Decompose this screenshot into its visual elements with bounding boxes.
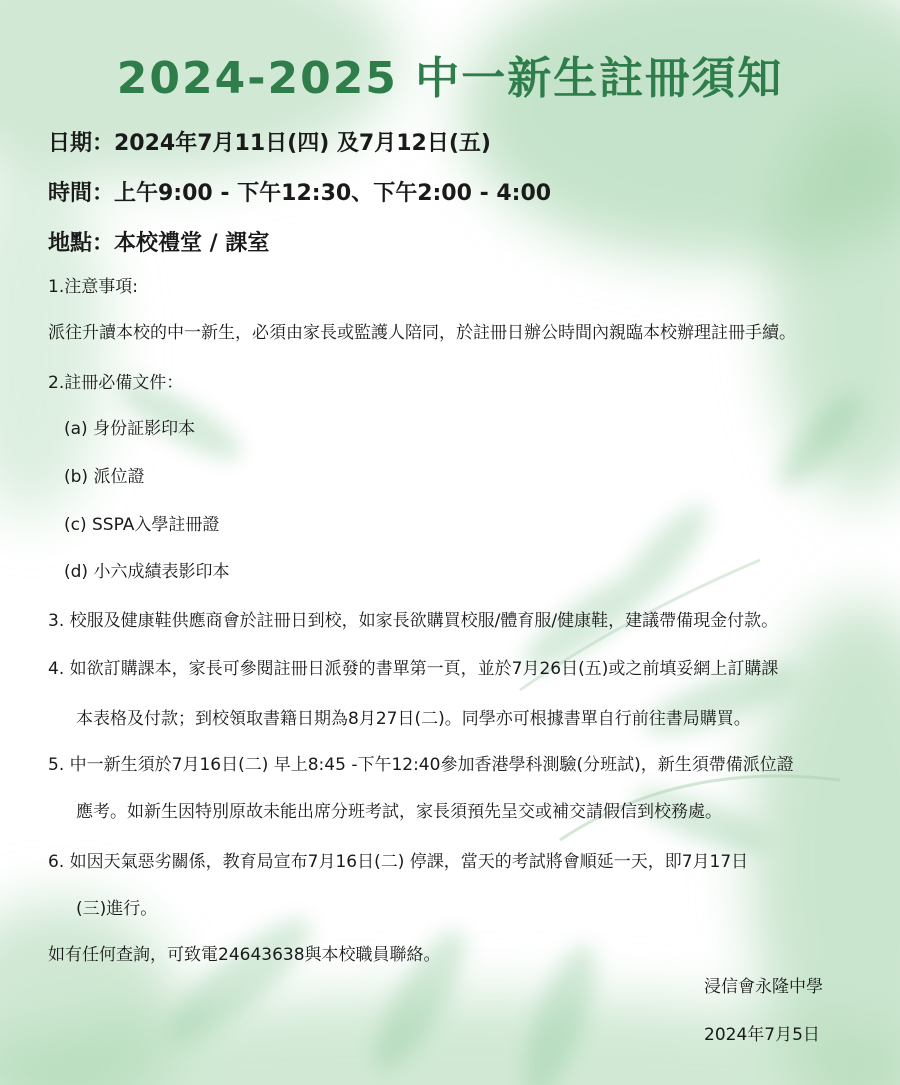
section1-text: 派往升讀本校的中一新生，必須由家長或監護人陪同，於註冊日辦公時間內親臨本校辦理註冊手續。 <box>48 323 796 343</box>
item-4-line1: 4. 如欲訂購課本，家長可參閱註冊日派發的書單第一頁，並於7月26日(五)或之前填妥網上訂購課 <box>48 659 779 679</box>
contact-line: 如有任何查詢，可致電24643638與本校職員聯絡。 <box>48 945 441 965</box>
item-4-line2: 本表格及付款；到校領取書籍日期為8月27日(二)。同學亦可根據書單自行前往書局購買。 <box>76 709 751 729</box>
document-item: (b) 派位證 <box>64 467 145 487</box>
item-5-line2: 應考。如新生因特別原故未能出席分班考試，家長須預先呈交或補交請假信到校務處。 <box>76 802 722 822</box>
item-5-line1: 5. 中一新生須於7月16日(二) 早上8:45 -下午12:40參加香港學科測驗(分班試)，新生須帶備派位證 <box>48 755 794 775</box>
place-line: 地點：本校禮堂 / 課室 <box>48 231 270 256</box>
section2-heading: 2.註冊必備文件： <box>48 373 184 393</box>
page-title: 2024-2025 中一新生註冊須知 <box>116 53 784 104</box>
date-line: 日期：2024年7月11日(四) 及7月12日(五) <box>48 131 491 156</box>
item-6-line2: (三)進行。 <box>76 899 158 919</box>
item-6-line1: 6. 如因天氣惡劣關係，教育局宣布7月16日(二) 停課，當天的考試將會順延一天，即7月17日 <box>48 852 749 872</box>
document-item: (a) 身份証影印本 <box>64 419 196 439</box>
issue-date: 2024年7月5日 <box>704 1025 820 1045</box>
document-item: (d) 小六成績表影印本 <box>64 562 230 582</box>
section1-heading: 1.注意事項: <box>48 277 138 297</box>
item-3: 3. 校服及健康鞋供應商會於註冊日到校，如家長欲購買校服/體育服/健康鞋，建議帶備現金付款。 <box>48 611 779 631</box>
document-item: (c) SSPA入學註冊證 <box>64 515 220 535</box>
school-name: 浸信會永隆中學 <box>704 977 823 997</box>
time-line: 時間：上午9:00 - 下午12:30、下午2:00 - 4:00 <box>48 181 552 206</box>
